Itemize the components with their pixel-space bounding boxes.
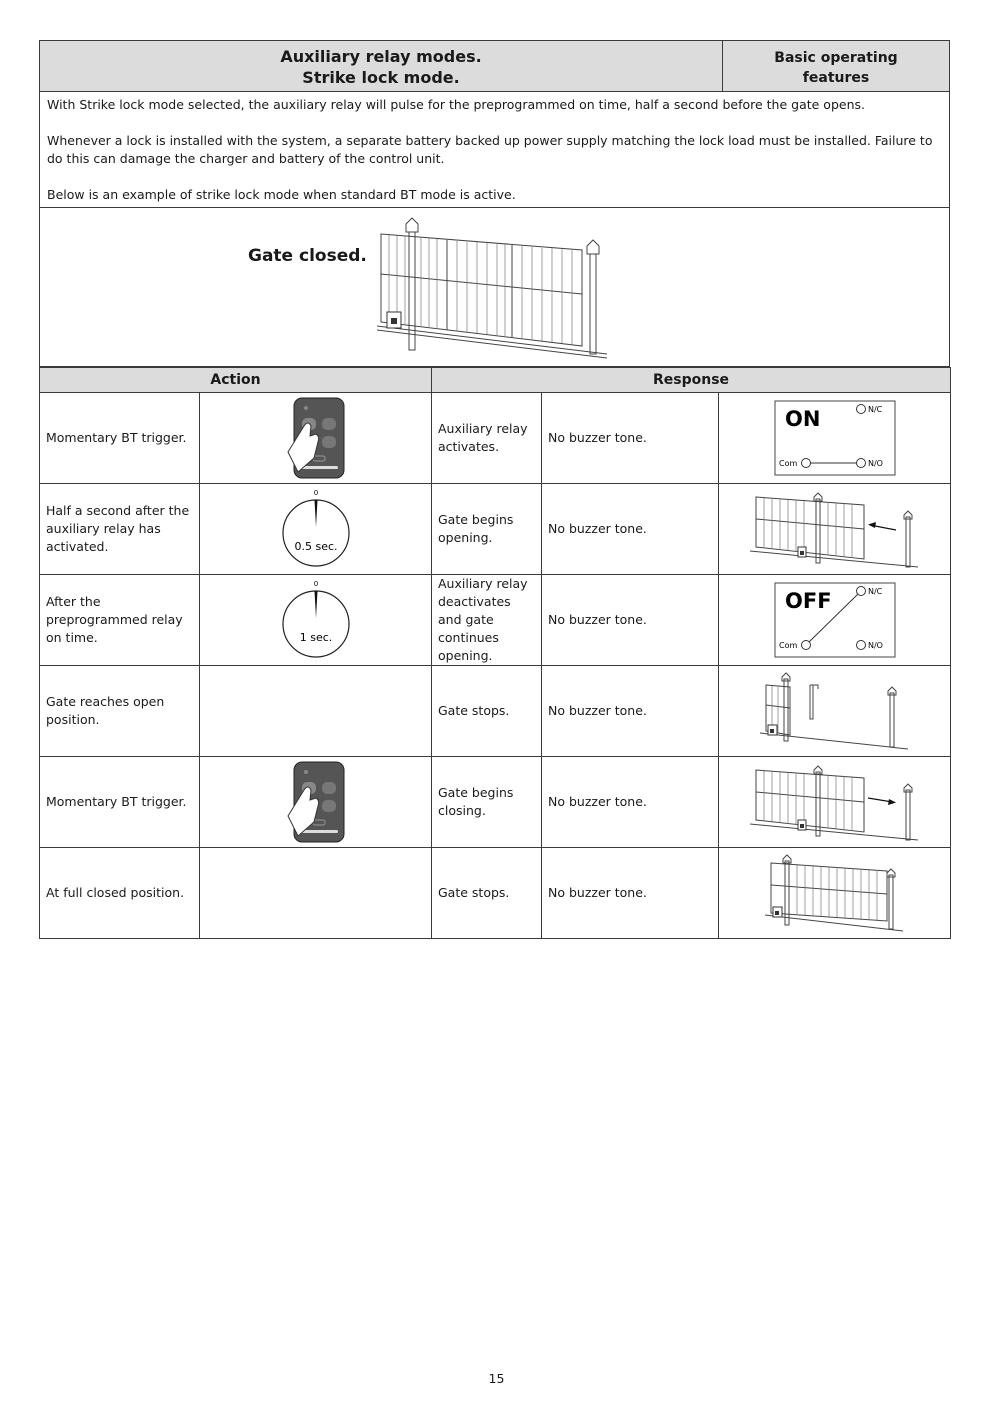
remote-press-icon — [284, 760, 348, 844]
relay-on-diagram — [773, 399, 897, 477]
timer-label: 0.5 sec. — [293, 540, 338, 553]
relay-com-label: Com — [778, 641, 797, 650]
arrow-left-icon — [868, 522, 896, 530]
relay-nc-label: N/C — [867, 587, 882, 596]
page-number: 15 — [488, 1371, 505, 1386]
action-image-cell — [200, 393, 432, 484]
buzzer-cell: No buzzer tone. — [542, 666, 719, 757]
table-row — [40, 575, 951, 666]
action-cell: After the preprogrammed relay on time. — [40, 575, 200, 666]
response-cell: Gate stops. — [432, 666, 542, 757]
response-cell: Auxiliary relay activates. — [432, 393, 542, 484]
relay-state-label: ON — [784, 407, 820, 431]
response-image-cell — [719, 393, 951, 484]
buzzer-cell: No buzzer tone. — [542, 575, 719, 666]
buzzer-cell: No buzzer tone. — [542, 848, 719, 939]
action-cell: Half a second after the auxiliary relay has activated. — [40, 484, 200, 575]
table-row — [40, 666, 951, 757]
remote-press-icon — [284, 396, 348, 480]
timer-label: 1 sec. — [299, 631, 332, 644]
response-column-header: Response — [432, 368, 951, 393]
action-image-cell — [200, 575, 432, 666]
timer-dial-icon — [278, 487, 354, 571]
gate-closed-illustration — [377, 214, 627, 362]
table-row — [40, 393, 951, 484]
section-label — [723, 41, 949, 91]
response-cell: Auxiliary relay deactivates and gate continues opening. — [432, 575, 542, 666]
response-cell: Gate begins closing. — [432, 757, 542, 848]
response-cell: Gate begins opening. — [432, 484, 542, 575]
timer-zero-label: 0 — [313, 580, 318, 588]
response-image-cell — [719, 848, 951, 939]
section-line-2: features — [802, 70, 870, 86]
buzzer-cell: No buzzer tone. — [542, 393, 719, 484]
relay-no-label: N/O — [867, 641, 883, 650]
action-image-cell — [200, 848, 432, 939]
response-image-cell — [719, 757, 951, 848]
gate-opening-illustration — [750, 489, 920, 569]
title-line-2: Strike lock mode. — [302, 68, 460, 87]
action-cell: Gate reaches open position. — [40, 666, 200, 757]
action-image-cell — [200, 484, 432, 575]
intro-paragraph-2: Whenever a lock is installed with the system, a separate battery backed up power supply matching the lock load must be installed. Failure to do this can damage the charger and battery of the control unit. — [47, 133, 933, 166]
relay-nc-label: N/C — [867, 405, 882, 414]
action-cell: At full closed position. — [40, 848, 200, 939]
table-row — [40, 757, 951, 848]
gate-motor-icon — [387, 312, 401, 328]
gate-open-illustration — [760, 671, 910, 751]
buzzer-cell: No buzzer tone. — [542, 757, 719, 848]
sequence-table — [39, 367, 951, 939]
relay-no-label: N/O — [867, 459, 883, 468]
relay-state-label: OFF — [784, 589, 832, 613]
intro-paragraph-1: With Strike lock mode selected, the auxiliary relay will pulse for the preprogrammed on time, half a second before the gate opens. — [47, 97, 865, 112]
response-image-cell — [719, 484, 951, 575]
action-column-header: Action — [40, 368, 432, 393]
intro-paragraph-3: Below is an example of strike lock mode when standard BT mode is active. — [47, 187, 516, 202]
buzzer-cell: No buzzer tone. — [542, 484, 719, 575]
relay-off-diagram — [773, 581, 897, 659]
response-cell: Gate stops. — [432, 848, 542, 939]
relay-com-label: Com — [778, 459, 797, 468]
action-cell: Momentary BT trigger. — [40, 757, 200, 848]
header-bar — [39, 40, 950, 92]
action-image-cell — [200, 666, 432, 757]
table-row — [40, 848, 951, 939]
page-title — [40, 41, 723, 91]
action-image-cell — [200, 757, 432, 848]
page — [39, 40, 950, 939]
response-image-cell — [719, 666, 951, 757]
arrow-right-icon — [868, 798, 896, 805]
timer-zero-label: 0 — [313, 489, 318, 497]
table-row — [40, 484, 951, 575]
gate-closed-label: Gate closed. — [248, 246, 367, 266]
intro-text — [39, 92, 950, 208]
action-cell: Momentary BT trigger. — [40, 393, 200, 484]
gate-closing-illustration — [750, 762, 920, 842]
gate-closed-panel — [39, 208, 950, 367]
gate-closed-small-illustration — [765, 853, 905, 933]
timer-dial-icon — [278, 578, 354, 662]
title-line-1: Auxiliary relay modes. — [280, 47, 482, 66]
section-line-1: Basic operating — [774, 50, 898, 66]
response-image-cell — [719, 575, 951, 666]
